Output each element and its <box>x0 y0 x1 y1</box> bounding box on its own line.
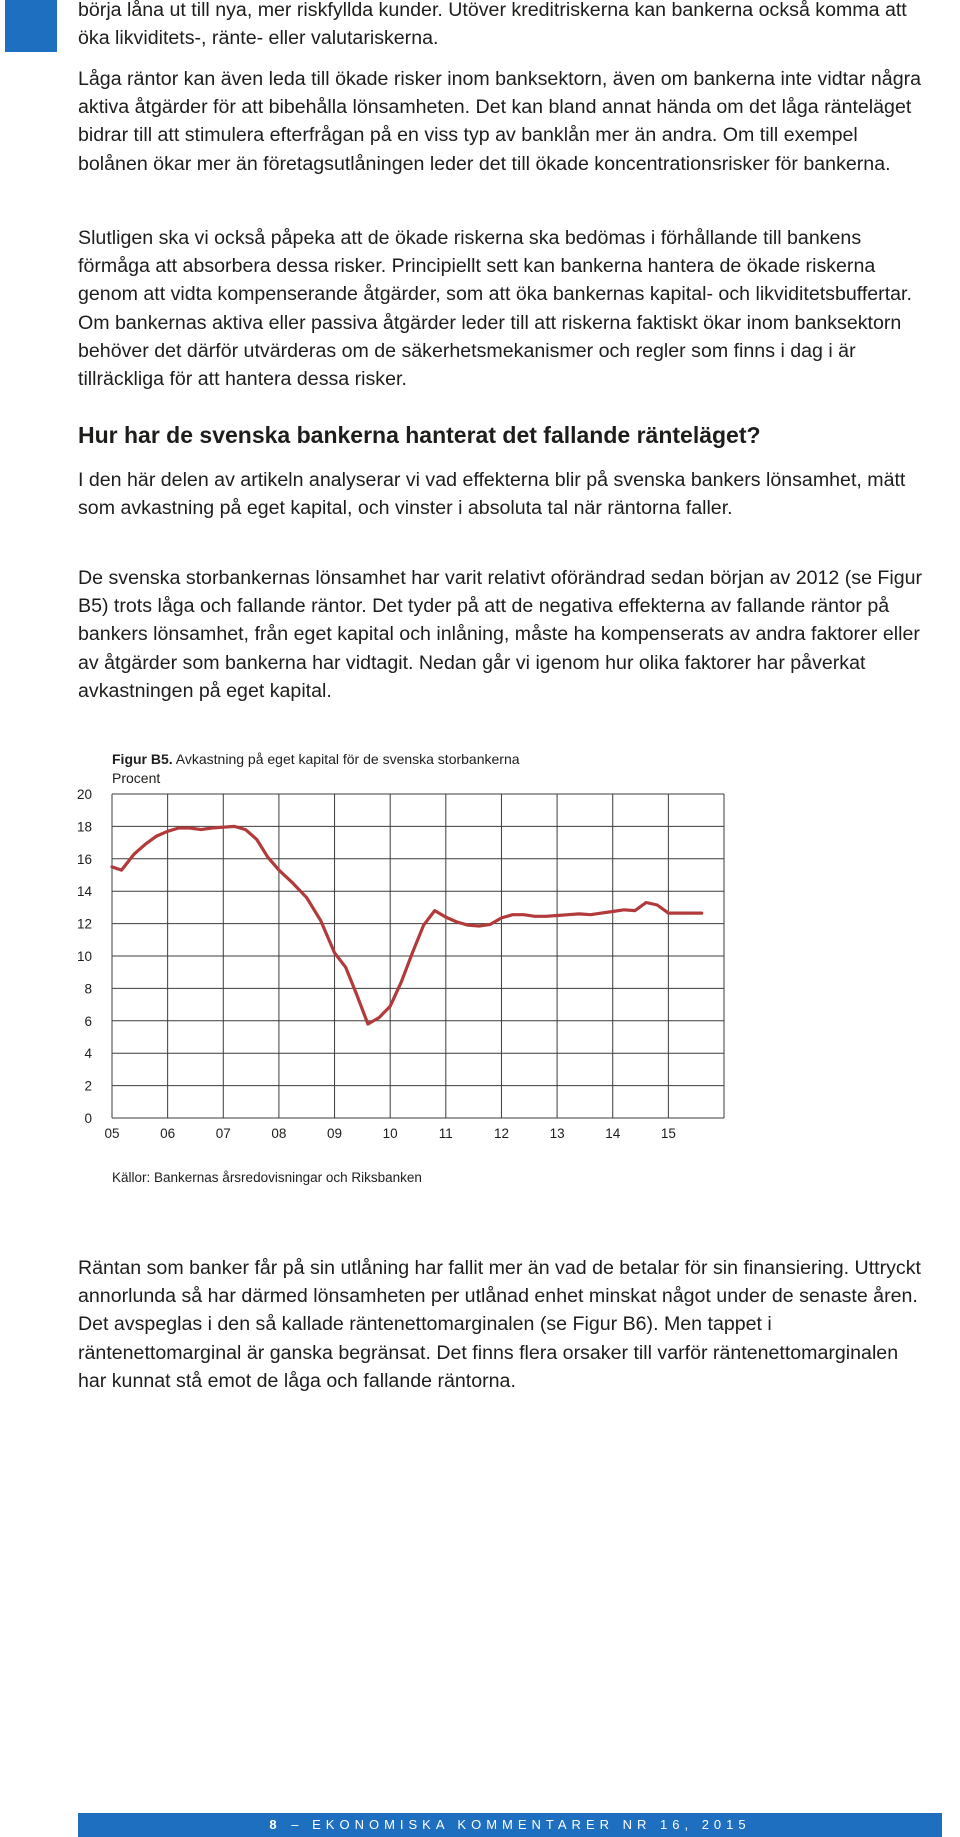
x-tick-label: 11 <box>438 1126 453 1140</box>
x-tick-label: 15 <box>660 1126 676 1140</box>
x-tick-label: 06 <box>160 1126 176 1140</box>
y-tick-label: 4 <box>84 1046 92 1062</box>
x-tick-label: 13 <box>549 1126 565 1140</box>
footer-bar <box>78 1813 942 1837</box>
figure-source: Källor: Bankernas årsredovisningar och Riksbanken <box>112 1170 422 1185</box>
body-paragraph: Låga räntor kan även leda till ökade risker inom banksektorn, även om bankerna inte vidtar några aktiva åtgärder för att bibehålla lönsamheten. Det kan bland annat hända om det låga ränteläget bidrar till att stimulera efterfrågan på en viss typ av banklån mer än andra. Om till exempel bolånen ökar mer än företagsutlåningen leder det till ökade koncentrationsrisker för bankerna. <box>78 68 922 175</box>
y-tick-label: 10 <box>76 949 92 964</box>
figure-label: Figur B5. <box>112 751 173 767</box>
y-tick-label: 6 <box>84 1013 92 1029</box>
y-tick-label: 12 <box>76 916 92 932</box>
x-tick-label: 09 <box>327 1126 343 1140</box>
body-paragraph: Räntan som banker får på sin utlåning har fallit mer än vad de betalar för sin finansiering. Uttryckt annorlunda så har därmed lönsamheten per utlånad enhet minskat något under de senaste åren. Det avspeglas i den så kallade räntenettomarginalen (se Figur B6). Men tappet i räntenettomarginal är ganska begränsat. Det finns flera orsaker till varför räntenettomarginalen har kunnat stå emot de låga och fallande räntorna. <box>78 1257 921 1392</box>
roe-line-chart <box>60 780 740 1140</box>
body-paragraph: I den här delen av artikeln analyserar vi vad effekterna blir på svenska bankers lönsamhet, mätt som avkastning på eget kapital, och vinster i absoluta tal när räntorna faller. <box>78 469 906 520</box>
y-tick-label: 14 <box>76 884 92 900</box>
x-tick-label: 14 <box>605 1126 621 1140</box>
section-heading: Hur har de svenska bankerna hanterat det fallande ränteläget? <box>78 422 761 448</box>
y-tick-label: 16 <box>76 851 92 867</box>
publication-title: EKONOMISKA KOMMENTARER NR 16, 2015 <box>312 1817 751 1832</box>
figure-title <box>112 751 520 768</box>
footer-separator: – <box>291 1817 304 1832</box>
y-tick-label: 20 <box>76 787 92 802</box>
y-tick-label: 0 <box>84 1111 92 1126</box>
accent-square <box>5 0 57 52</box>
figure-caption: Avkastning på eget kapital för de svenska storbankerna <box>175 751 520 767</box>
y-tick-label: 2 <box>84 1078 92 1094</box>
y-tick-label: 18 <box>76 819 92 835</box>
x-tick-label: 05 <box>104 1126 120 1140</box>
roe-series-line <box>112 826 702 1024</box>
y-tick-label: 8 <box>84 981 92 997</box>
figure-unit: Procent <box>112 770 161 786</box>
x-tick-label: 10 <box>382 1126 398 1140</box>
x-tick-label: 08 <box>271 1126 287 1140</box>
x-tick-label: 12 <box>493 1126 509 1140</box>
body-paragraph: De svenska storbankernas lönsamhet har varit relativt oförändrad sedan början av 2012 (se Figur B5) trots låga och fallande räntor. Det tyder på att de negativa effekterna av fallande räntor på bankers lönsamhet, från eget kapital och inlåning, måste ha kompenserats av andra faktorer eller av åtgärder som bankerna har vidtagit. Nedan går vi igenom hur olika faktorer har påverkat avkastningen på eget kapital. <box>78 567 923 702</box>
body-paragraph: Slutligen ska vi också påpeka att de ökade riskerna ska bedömas i förhållande till bankens förmåga att absorbera dessa risker. Principiellt sett kan bankerna hantera de ökade riskerna genom att vidta kompenserande åtgärder, som att öka bankernas kapital- och likviditetsbuffertar. Om bankernas aktiva eller passiva åtgärder leder till att riskerna faktiskt ökar inom banksektorn behöver det därför utvärderas om de säkerhetsmekanismer och regler som finns i dag i är tillräckliga för att hantera dessa risker. <box>78 227 912 391</box>
body-paragraph: börja låna ut till nya, mer riskfyllda kunder. Utöver kreditriskerna kan bankerna också komma att öka likviditets-, ränte- eller valutariskerna. <box>78 0 907 50</box>
page-number: 8 <box>269 1817 279 1832</box>
x-tick-label: 07 <box>215 1126 231 1140</box>
